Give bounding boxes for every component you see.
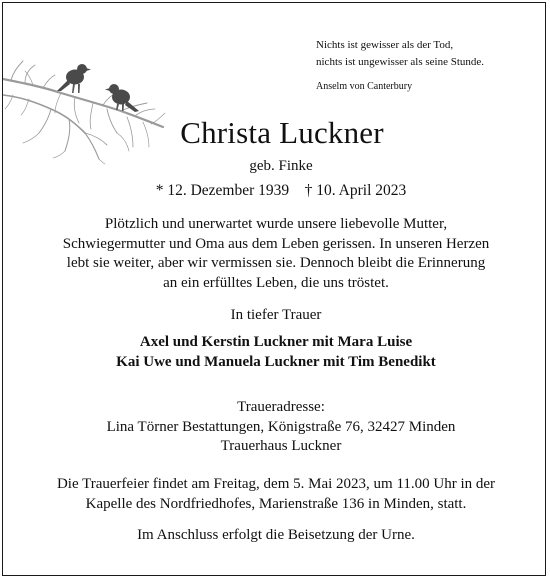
message-line: lebt sie weiter, aber wir vermissen sie. Dennoch bleibt die Erinnerung — [66, 255, 486, 271]
family-line: Kai Uwe und Manuela Luckner mit Tim Benedikt — [116, 353, 436, 370]
obituary-card — [2, 2, 546, 576]
mourning-intro: In tiefer Trauer — [230, 307, 322, 323]
mourning-address — [3, 398, 546, 457]
family-line: Axel und Kerstin Luckner mit Mara Luise — [139, 334, 413, 350]
ceremony-info — [3, 475, 546, 514]
ceremony-line: Kapelle des Nordfriedhofes, Marienstraße 136 in Minden, statt. — [85, 495, 467, 512]
message-line: Plötzlich und unerwartet wurde unsere liebevolle Mutter, — [104, 216, 448, 232]
quote-line: Nichts ist gewisser als der Tod, — [316, 39, 454, 51]
birth-name: geb. Finke — [249, 158, 313, 174]
quote-author: Anselm von Canterbury — [316, 81, 413, 92]
address-line: Trauerhaus Luckner — [220, 438, 342, 454]
birth-date: * 12. Dezember 1939 — [155, 182, 290, 199]
family-names — [3, 333, 546, 372]
condolence-message — [3, 215, 546, 293]
address-heading: Traueradresse: — [237, 399, 325, 415]
ceremony-line: Die Trauerfeier findet am Freitag, dem 5. Mai 2023, um 11.00 Uhr in der — [56, 476, 496, 492]
deceased-name: Christa Luckner — [180, 115, 384, 150]
message-line: an ein erfülltes Leben, die uns tröstet. — [163, 274, 389, 291]
death-date: † 10. April 2023 — [304, 182, 407, 199]
life-dates — [3, 181, 546, 201]
epitaph-quote — [316, 37, 541, 96]
address-line: Lina Törner Bestattungen, Königstraße 76, 32427 Minden — [106, 418, 456, 435]
quote-line: nichts ist ungewisser als seine Stunde. — [316, 55, 485, 68]
message-line: Schwiegermutter und Oma aus dem Leben gerissen. In unseren Herzen — [62, 235, 490, 252]
burial-info: Im Anschluss erfolgt die Beisetzung der Urne. — [137, 527, 415, 543]
